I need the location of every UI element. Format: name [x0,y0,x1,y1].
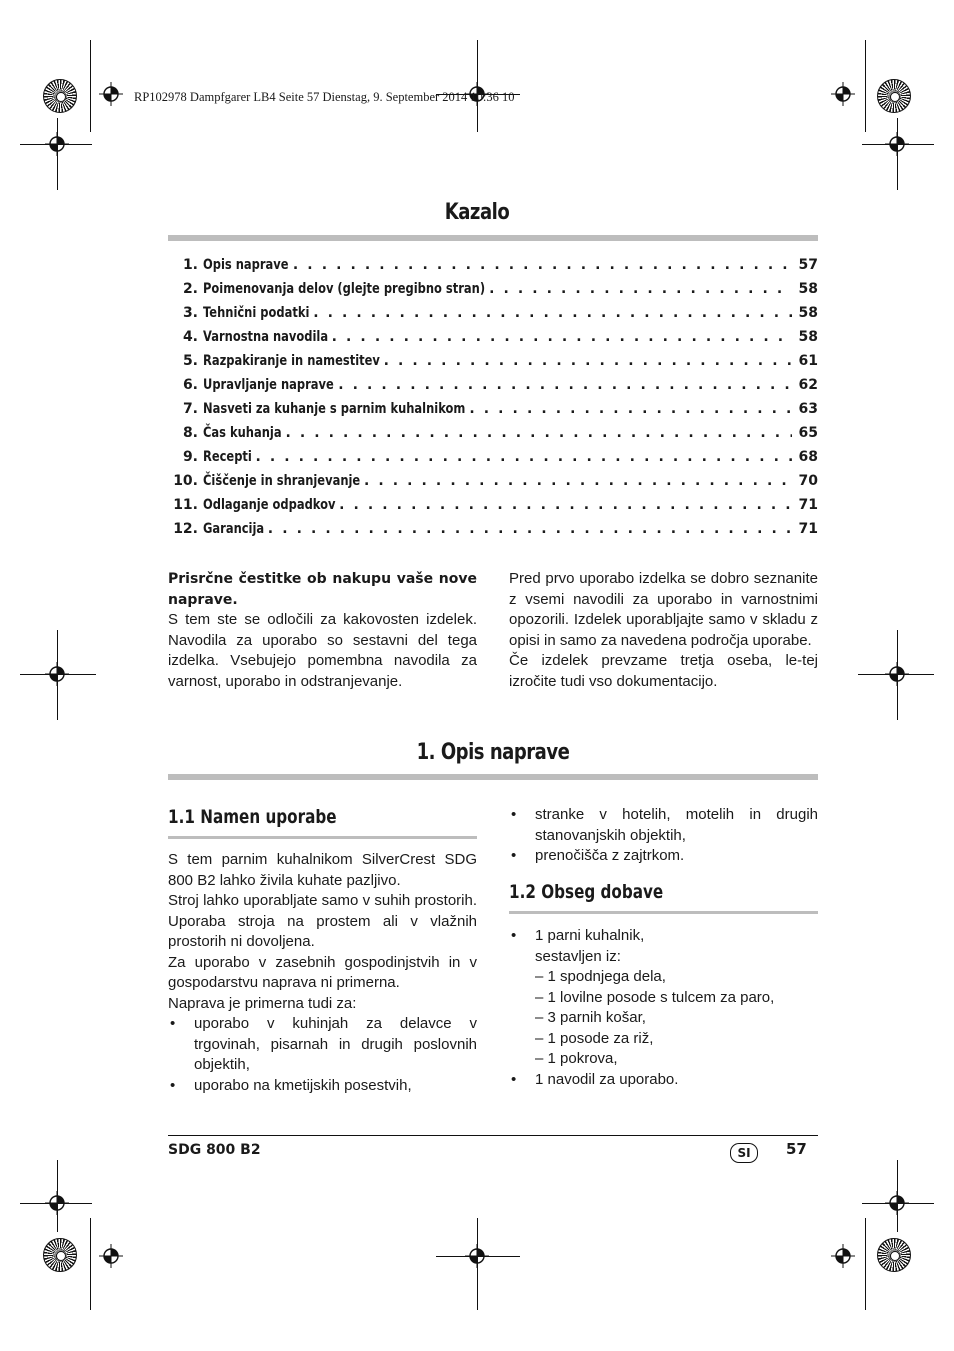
registration-mark-icon [465,1244,489,1268]
registration-mark-icon [885,662,909,686]
toc-item[interactable] [168,353,818,377]
print-header: RP102978 Dampfgarer LB4 Seite 57 Dienstag, 9. September 2014 10:36 10 [134,90,515,104]
toc-item-title: Upravljanje naprave [203,377,334,393]
toc-leader [285,425,792,441]
toc-leader [332,329,792,345]
body-paragraph: S tem parnim kuhalnikom SilverCrest SDG 800 B2 lahko živila kuhate pazljivo. [168,851,477,889]
toc-page: 71 [798,497,818,513]
toc-item-title: Nasveti za kuhanje s parnim kuhalnikom [203,401,466,417]
list-item [509,926,818,1070]
toc-number: 6. [182,377,198,393]
toc-item[interactable] [168,449,818,473]
toc-item-title: Razpakiranje in namestitev [203,353,380,369]
toc-number: 12. [173,521,198,537]
language-badge: SI [730,1143,758,1163]
registration-mark-icon [885,132,909,156]
toc-item-title: Čiščenje in shranjevanje [203,473,361,489]
toc-item[interactable] [168,521,818,545]
section-1-1-body [168,850,477,1096]
toc-item-title: Recepti [203,449,252,465]
registration-mark-icon [831,82,855,106]
toc-page: 63 [798,401,818,417]
subsection-title: 1.2 Obseg dobave [509,881,664,903]
sub-list-item: – 3 parnih košar, [535,1009,646,1026]
sub-list-item: – 1 spodnjega dela, [535,968,666,985]
divider [168,235,818,241]
section-1-1-continued [509,805,818,867]
body-paragraph: Stroj lahko uporabljate samo v suhih prostorih. Uporaba stroja na prostem ali v vlažnih prostorih ni dovoljena. [168,892,477,950]
toc-leader [268,521,792,537]
toc-page: 68 [798,449,818,465]
footer-model: SDG 800 B2 [168,1142,261,1158]
bullet-list [509,805,818,867]
list-item-line: • 1 parni kuhalnik, [535,927,645,944]
crop-mark [90,1218,91,1310]
toc-leader [293,257,792,273]
toc-item[interactable] [168,473,818,497]
registration-mark-icon [99,82,123,106]
list-item: • stranke v hotelih, motelih in drugih stanovanjskih objektih, [509,805,818,846]
page-number: 57 [786,1140,807,1158]
toc-number: 9. [182,449,198,465]
registration-mark-icon [45,132,69,156]
list-item: • uporabo v kuhinjah za delavce v trgovinah, pisarnah in drugih poslovnih objektih, [168,1014,477,1076]
subsection-divider [168,836,477,839]
toc-item-title: Poimenovanja delov (glejte pregibno stran) [203,281,486,297]
toc-number: 7. [182,401,198,417]
toc-page: 57 [798,257,818,273]
toc-item-title: Varnostna navodila [203,329,329,345]
toc-page: 71 [798,521,818,537]
list-item: • uporabo na kmetijskih posestvih, [168,1076,477,1097]
toc-leader [313,305,792,321]
color-wheel-icon [877,1238,911,1272]
toc-leader [384,353,792,369]
toc-number: 10. [173,473,198,489]
toc-leader [338,377,792,393]
toc-page: 58 [798,305,818,321]
list-item: • prenočišča z zajtrkom. [509,846,818,867]
list-item: • 1 navodil za uporabo. [509,1070,818,1091]
toc-leader [364,473,792,489]
color-wheel-icon [877,79,911,113]
toc-leader [255,449,792,465]
intro-paragraph: Pred prvo uporabo izdelka se dobro seznanite z vsemi navodili za uporabo in varnostnimi opozorili. Izdelek uporabljajte samo v skladu z opisi in samo za navedena področja uporabe. [509,570,818,649]
toc-item-title: Opis naprave [203,257,289,273]
toc-item[interactable] [168,401,818,425]
registration-mark-icon [831,1244,855,1268]
toc-item[interactable] [168,425,818,449]
crop-mark [865,40,866,132]
color-wheel-icon [43,79,77,113]
toc-number: 4. [182,329,198,345]
crop-mark [865,1218,866,1310]
sub-list-item: – 1 lovilne posode s tulcem za paro, [535,988,775,1006]
toc-leader [489,281,792,297]
footer-divider [168,1135,818,1136]
subsection-divider [509,911,818,914]
intro-paragraph: Če izdelek prevzame tretja oseba, le-tej izročite tudi vso dokumentacijo. [509,652,818,690]
toc-item[interactable] [168,281,818,305]
registration-mark-icon [45,1191,69,1215]
toc-item-title: Tehnični podatki [203,305,310,321]
toc-page: 58 [798,329,818,345]
crop-mark [90,40,91,132]
subsection-title: 1.1 Namen uporabe [168,806,337,828]
toc-number: 11. [173,497,198,513]
toc-item[interactable] [168,257,818,281]
body-paragraph: Naprava je primerna tudi za: [168,994,357,1012]
toc-item[interactable] [168,497,818,521]
toc-page: 61 [798,353,818,369]
bullet-list [168,1014,477,1096]
body-paragraph: Za uporabo v zasebnih gospodinjstvih in v gospodarstvu naprava ni primerna. [168,953,477,991]
toc-number: 3. [182,305,198,321]
toc-number: 1. [182,257,198,273]
toc-leader [469,401,792,417]
intro-right-column [509,569,818,692]
toc-title: Kazalo [444,200,510,225]
registration-mark-icon [885,1191,909,1215]
toc-number: 8. [182,425,198,441]
toc-number: 2. [182,281,198,297]
intro-left-column [168,569,477,692]
list-item-line: sestavljen iz: [535,947,621,965]
registration-mark-icon [45,662,69,686]
toc-leader [339,497,792,513]
sub-list-item: – 1 posode za riž, [535,1029,654,1047]
divider [168,774,818,780]
intro-heading: Prisrčne čestitke ob nakupu vaše nove naprave. [168,571,477,608]
toc-page: 70 [798,473,818,489]
section-title: 1. Opis naprave [416,740,570,765]
toc-item-title: Čas kuhanja [203,425,282,441]
color-wheel-icon [43,1238,77,1272]
sub-list-item: – 1 pokrova, [535,1050,618,1067]
toc-page: 58 [798,281,818,297]
bullet-list [509,926,818,1090]
toc-item-title: Odlaganje odpadkov [203,497,336,513]
section-1-2-body [509,926,818,1090]
registration-mark-icon [99,1244,123,1268]
table-of-contents [168,257,818,545]
toc-item-title: Garancija [203,521,265,537]
toc-item[interactable] [168,329,818,353]
toc-item[interactable] [168,377,818,401]
toc-page: 65 [798,425,818,441]
intro-text: S tem ste se odločili za kakovosten izdelek. Navodila za uporabo so sestavni del tega izdelka. Vsebujejo pomembna navodila za varnost, uporabo in odstranjevanje. [168,611,477,690]
toc-page: 62 [798,377,818,393]
toc-item[interactable] [168,305,818,329]
toc-number: 5. [182,353,198,369]
